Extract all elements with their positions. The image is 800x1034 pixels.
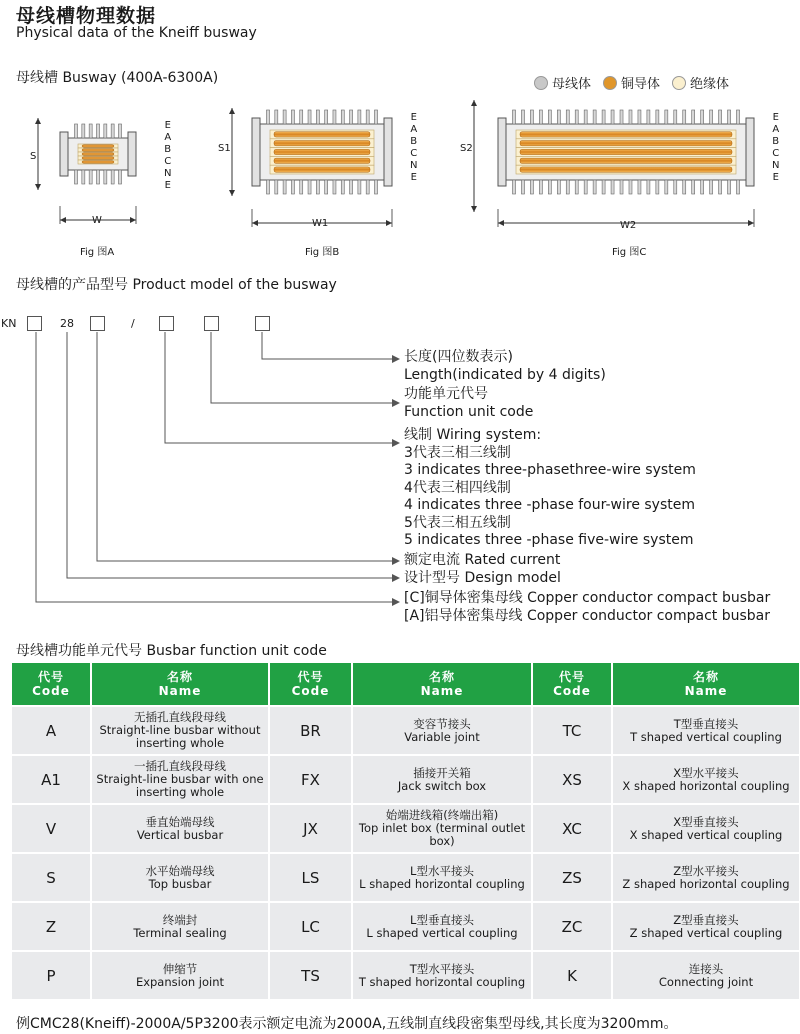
figure-b-top-fin	[375, 110, 378, 124]
figure-a-caption: Fig 图A	[80, 247, 115, 258]
table-header-code	[533, 663, 613, 707]
figure-b-top-fin	[325, 110, 328, 124]
figure-c-top-fin	[557, 110, 560, 124]
figure-b-top-fin	[275, 110, 278, 124]
legend-swatch-copper	[603, 76, 617, 90]
figure-a-phase-letters	[164, 120, 171, 192]
figure-b-bottom-fin	[375, 180, 378, 194]
page-title: 母线槽物理数据	[16, 5, 157, 27]
table-cell-code: FX	[270, 756, 353, 805]
model-box-wiring	[159, 316, 174, 331]
figure-a-height-dimension-arrow	[35, 118, 41, 124]
name-en: X shaped horizontal coupling	[622, 778, 790, 793]
name-cn: L型垂直接头	[410, 912, 474, 927]
figure-a-copper-bar	[82, 149, 114, 151]
desc-conductor-material	[404, 590, 770, 625]
desc-line: 4 indicates three -phase four-wire system	[404, 497, 695, 513]
busway-heading: 母线槽 Busway (400A-6300A)	[16, 70, 219, 86]
figure-c-phase-letters	[772, 112, 779, 184]
figure-b-copper-bar	[274, 141, 370, 146]
name-cn: 始端进线箱(终端出箱)	[385, 808, 499, 822]
figure-c-bottom-fin	[629, 180, 632, 194]
phase-letter: N	[772, 160, 780, 171]
function-table-heading: 母线槽功能单元代号 Busbar function unit code	[16, 643, 327, 659]
table-cell-name	[92, 903, 270, 952]
name-en: L shaped vertical coupling	[366, 925, 518, 940]
table-cell-code: TS	[270, 952, 353, 1001]
name-cn: 垂直始端母线	[145, 814, 215, 829]
figure-c-top-fin	[602, 110, 605, 124]
desc-line: 长度(四位数表示)	[404, 349, 513, 365]
figure-b-top-fin	[300, 110, 303, 124]
header-cn: 名称	[428, 670, 455, 684]
desc-line: 4代表三相四线制	[404, 479, 511, 496]
figure-c-bottom-fin	[539, 180, 542, 194]
figure-c-bottom-fin	[701, 180, 704, 194]
figure-b-bottom-fin	[325, 180, 328, 194]
phase-letter: B	[164, 144, 172, 155]
header-cn: 代号	[558, 670, 585, 684]
figure-c-top-fin	[638, 110, 641, 124]
figure-a-copper-bar	[82, 161, 114, 163]
figure-c-bottom-fin	[593, 180, 596, 194]
name-en: Terminal sealing	[133, 925, 227, 940]
figure-c-copper-bar	[520, 132, 732, 137]
figure-c-right-flange	[746, 118, 754, 186]
name-en: Expansion joint	[135, 974, 225, 989]
figure-a-bottom-fin	[89, 170, 92, 184]
figure-c-bottom-fin	[566, 180, 569, 194]
figure-c-copper-bar	[520, 158, 732, 163]
figure-b-top-fin	[291, 110, 294, 124]
table-cell-code: S	[12, 854, 92, 903]
figure-c-copper-bar	[520, 149, 732, 154]
header-en: Name	[420, 684, 464, 698]
figure-c-width-label: W2	[620, 220, 637, 231]
phase-letter: C	[164, 156, 172, 167]
header-en: Name	[684, 684, 728, 698]
figure-c-top-fin	[629, 110, 632, 124]
figure-c-top-fin	[710, 110, 713, 124]
name-en: Connecting joint	[658, 974, 754, 989]
figure-a-bottom-fin	[104, 170, 107, 184]
name-en: Vertical busbar	[136, 827, 224, 842]
figure-b-width-dimension-arrow	[252, 220, 258, 226]
figure-b-bottom-fin	[291, 180, 294, 194]
figure-c-bottom-fin	[674, 180, 677, 194]
table-cell-code: V	[12, 805, 92, 854]
phase-letter: E	[772, 112, 779, 123]
figure-c-height-dimension-arrow	[471, 100, 477, 106]
table-cell-name	[613, 952, 800, 1001]
figure-c-top-fin	[513, 110, 516, 124]
name-cn: 连接头	[688, 961, 724, 976]
figure-b-top-fin	[333, 110, 336, 124]
figure-c-bottom-fin	[719, 180, 722, 194]
figure-b-top-fin	[267, 110, 270, 124]
table-cell-name	[353, 756, 533, 805]
name-cn: L型水平接头	[410, 863, 474, 878]
figure-b-top-fin	[316, 110, 319, 124]
desc-line: 额定电流 Rated current	[404, 552, 561, 568]
table-cell-code: LS	[270, 854, 353, 903]
header-cn: 代号	[37, 670, 64, 684]
figure-b-top-fin	[366, 110, 369, 124]
name-en: Variable joint	[404, 729, 480, 744]
desc-wiring-system	[404, 427, 696, 550]
name-en: Z shaped horizontal coupling	[622, 876, 790, 891]
figure-c-bottom-fin	[602, 180, 605, 194]
desc-line: 功能单元代号	[404, 386, 488, 402]
header-en: Code	[291, 684, 330, 698]
table-cell-code: ZC	[533, 903, 613, 952]
figure-a-bottom-fin	[75, 170, 78, 184]
desc-line: Function unit code	[404, 403, 534, 420]
desc-line: 3 indicates three-phasethree-wire system	[404, 462, 696, 478]
figure-c-bottom-fin	[692, 180, 695, 194]
figure-b-bottom-fin	[316, 180, 319, 194]
figure-c-bottom-fin	[575, 180, 578, 194]
table-cell-code: P	[12, 952, 92, 1001]
header-cn: 名称	[166, 670, 193, 684]
table-cell-name	[613, 707, 800, 756]
figure-b-copper-bar	[274, 132, 370, 137]
name-cn: Z型垂直接头	[673, 912, 739, 927]
name-cn: T型垂直接头	[673, 716, 739, 731]
figure-c-bottom-fin	[611, 180, 614, 194]
figure-b-width-dimension-arrow	[386, 220, 392, 226]
table-cell-name	[92, 707, 270, 756]
figure-a-copper-bar	[82, 153, 114, 155]
figure-c-top-fin	[521, 110, 524, 124]
page-subtitle: Physical data of the Kneiff busway	[16, 25, 257, 41]
legend-label-busbar: 母线体	[552, 77, 592, 92]
model-code: 28	[60, 317, 74, 330]
table-cell-code: A	[12, 707, 92, 756]
figure-c-bottom-fin	[647, 180, 650, 194]
name-en: Top busbar	[148, 876, 212, 891]
figure-c-top-fin	[539, 110, 542, 124]
header-en: Name	[158, 684, 202, 698]
figure-c-top-fin	[620, 110, 623, 124]
phase-letter: B	[410, 136, 418, 147]
name-cn: X型水平接头	[673, 765, 739, 780]
figure-c-bottom-fin	[548, 180, 551, 194]
table-cell-name	[92, 756, 270, 805]
figure-b-top-fin	[350, 110, 353, 124]
figure-a-height-dimension-arrow	[35, 184, 41, 190]
name-cn: 无插孔直线段母线	[134, 710, 226, 724]
model-box-length	[255, 316, 270, 331]
table-cell-code: BR	[270, 707, 353, 756]
figure-a-width-dimension-arrow	[130, 217, 136, 223]
figure-a-top-fin	[104, 124, 107, 138]
name-en: Straight-line busbar with one inserting whole	[96, 772, 264, 799]
figure-c-height-dimension-arrow	[471, 206, 477, 212]
table-cell-code: A1	[12, 756, 92, 805]
phase-letter: B	[772, 136, 780, 147]
figure-a-bottom-fin	[111, 170, 114, 184]
phase-letter: E	[164, 180, 171, 191]
figure-c-top-fin	[683, 110, 686, 124]
table-header-name	[613, 663, 800, 707]
figure-b-top-fin	[358, 110, 361, 124]
figure-b-top-fin	[341, 110, 344, 124]
figure-c-bottom-fin	[638, 180, 641, 194]
phase-letter: A	[164, 132, 172, 143]
model-slash: /	[131, 317, 135, 330]
phase-letter: E	[164, 120, 171, 131]
table-header-code	[12, 663, 92, 707]
phase-letter: N	[164, 168, 172, 179]
table-cell-name	[353, 707, 533, 756]
header-cn: 代号	[297, 670, 324, 684]
figure-b-top-fin	[308, 110, 311, 124]
table-cell-code: XC	[533, 805, 613, 854]
phase-letter: A	[410, 124, 418, 135]
figure-c-caption: Fig 图C	[612, 247, 647, 258]
figure-a-height-label: S	[30, 151, 37, 162]
name-cn: 终端封	[162, 912, 198, 927]
figure-b-bottom-fin	[283, 180, 286, 194]
busway-cross-section-figures	[0, 90, 800, 260]
phase-letter: C	[410, 148, 418, 159]
figure-a-right-flange	[128, 132, 136, 176]
figure-b-caption: Fig 图B	[305, 247, 340, 258]
figure-b-height-dimension-arrow	[229, 108, 235, 114]
desc-line: [A]铝导体密集母线 Copper conductor compact busbar	[404, 607, 771, 624]
table-cell-code: Z	[12, 903, 92, 952]
figure-b-height-label: S1	[218, 143, 231, 154]
figure-c-top-fin	[530, 110, 533, 124]
figure-c-top-fin	[728, 110, 731, 124]
figure-c-top-fin	[692, 110, 695, 124]
figure-a-top-fin	[111, 124, 114, 138]
legend-label-copper: 铜导体	[621, 77, 661, 92]
figure-c-copper-bar	[520, 141, 732, 146]
desc-line: 3代表三相三线制	[404, 444, 511, 461]
name-cn: Z型水平接头	[673, 863, 739, 878]
figure-c-top-fin	[737, 110, 740, 124]
figure-b-copper-bar	[274, 158, 370, 163]
desc-line: [C]铜导体密集母线 Copper conductor compact busbar	[404, 590, 771, 606]
figure-b-copper-bar	[274, 167, 370, 172]
figure-c-bottom-fin	[656, 180, 659, 194]
figure-c-width-dimension-arrow	[748, 220, 754, 226]
figure-c-top-fin	[566, 110, 569, 124]
figure-a-top-fin	[82, 124, 85, 138]
figure-c-height-label: S2	[460, 143, 473, 154]
figure-a-bottom-fin	[119, 170, 122, 184]
phase-letter: E	[772, 172, 779, 183]
name-cn: 变容节接头	[413, 716, 471, 731]
table-cell-name	[92, 854, 270, 903]
table-cell-name	[613, 756, 800, 805]
name-cn: X型垂直接头	[673, 814, 739, 829]
figure-c-bottom-fin	[710, 180, 713, 194]
figure-c-bottom-fin	[737, 180, 740, 194]
table-header-name	[92, 663, 270, 707]
phase-letter: N	[410, 160, 418, 171]
figure-c-bottom-fin	[683, 180, 686, 194]
figure-c-bottom-fin	[620, 180, 623, 194]
table-cell-name	[613, 854, 800, 903]
model-box-material	[27, 316, 42, 331]
figure-c-left-flange	[498, 118, 506, 186]
figure-b-bottom-fin	[341, 180, 344, 194]
model-prefix: KN	[1, 317, 17, 330]
figure-b-bottom-fin	[308, 180, 311, 194]
figure-a-top-fin	[89, 124, 92, 138]
table-cell-name	[353, 952, 533, 1001]
figure-c-top-fin	[548, 110, 551, 124]
figure-c-top-fin	[701, 110, 704, 124]
model-box-function	[204, 316, 219, 331]
model-box-current	[90, 316, 105, 331]
figure-c-copper-bar	[520, 167, 732, 172]
name-cn: T型水平接头	[409, 961, 475, 976]
footer-example-note: 例CMC28(Kneiff)-2000A/5P3200表示额定电流为2000A,五线制直线段密集型母线,其长度为3200mm。	[16, 1016, 678, 1032]
figure-a-top-fin	[97, 124, 100, 138]
name-en: X shaped vertical coupling	[629, 827, 783, 842]
figure-c-top-fin	[593, 110, 596, 124]
table-cell-name	[92, 952, 270, 1001]
figure-a-width-label: W	[92, 215, 102, 226]
legend-swatch-busbar	[534, 76, 548, 90]
figure-c-bottom-fin	[665, 180, 668, 194]
figure-c-top-fin	[575, 110, 578, 124]
figure-a-top-fin	[75, 124, 78, 138]
figure-b-bottom-fin	[275, 180, 278, 194]
table-cell-name	[353, 903, 533, 952]
table-cell-name	[613, 805, 800, 854]
table-cell-name	[613, 903, 800, 952]
table-header-name	[353, 663, 533, 707]
name-en: Jack switch box	[397, 778, 487, 793]
name-cn: 伸缩节	[162, 961, 198, 976]
desc-line: 5代表三相五线制	[404, 514, 511, 531]
figure-b-left-flange	[252, 118, 260, 186]
figure-a-left-flange	[60, 132, 68, 176]
figure-a-copper-bar	[82, 145, 114, 147]
figure-c-bottom-fin	[513, 180, 516, 194]
figure-c-top-fin	[647, 110, 650, 124]
table-header-code	[270, 663, 353, 707]
table-cell-code: JX	[270, 805, 353, 854]
figure-b-copper-bar	[274, 149, 370, 154]
figure-c-top-fin	[719, 110, 722, 124]
figure-a-width-dimension-arrow	[60, 217, 66, 223]
figure-c-top-fin	[674, 110, 677, 124]
figure-b-height-dimension-arrow	[229, 190, 235, 196]
desc-design-model	[404, 570, 561, 588]
figure-b-right-flange	[384, 118, 392, 186]
table-cell-code: TC	[533, 707, 613, 756]
name-en: Straight-line busbar without inserting whole	[99, 723, 261, 750]
desc-rated-current	[404, 552, 560, 570]
figure-c-top-fin	[611, 110, 614, 124]
desc-function-unit	[404, 386, 533, 421]
figure-c-bottom-fin	[728, 180, 731, 194]
figure-c-bottom-fin	[557, 180, 560, 194]
name-cn: 水平始端母线	[145, 863, 215, 878]
phase-letter: E	[410, 172, 417, 183]
table-cell-name	[353, 805, 533, 854]
name-cn: 插接开关箱	[413, 765, 471, 780]
figure-c-bottom-fin	[530, 180, 533, 194]
product-model-heading: 母线槽的产品型号 Product model of the busway	[16, 277, 337, 293]
name-en: Top inlet box (terminal outlet box)	[358, 821, 526, 848]
header-en: Code	[553, 684, 591, 698]
desc-line: 5 indicates three -phase five-wire system	[404, 532, 694, 548]
figure-b-bottom-fin	[300, 180, 303, 194]
phase-letter: E	[410, 112, 417, 123]
desc-line: 线制 Wiring system:	[404, 427, 542, 443]
figure-b-bottom-fin	[358, 180, 361, 194]
figure-a-bottom-fin	[82, 170, 85, 184]
desc-line: Length(indicated by 4 digits)	[404, 366, 606, 383]
figure-c-top-fin	[665, 110, 668, 124]
figure-c-top-fin	[584, 110, 587, 124]
legend-label-insulator: 绝缘体	[690, 77, 730, 92]
figure-a-bottom-fin	[97, 170, 100, 184]
figure-b-bottom-fin	[267, 180, 270, 194]
figure-c-width-dimension-arrow	[498, 220, 504, 226]
header-cn: 名称	[692, 670, 719, 684]
figure-c-bottom-fin	[521, 180, 524, 194]
table-cell-name	[92, 805, 270, 854]
function-code-table	[12, 663, 800, 1014]
phase-letter: A	[772, 124, 780, 135]
figure-b-bottom-fin	[350, 180, 353, 194]
figure-b-bottom-fin	[366, 180, 369, 194]
figure-c-bottom-fin	[584, 180, 587, 194]
name-en: T shaped vertical coupling	[630, 729, 782, 744]
figure-b-phase-letters	[410, 112, 417, 184]
name-en: L shaped horizontal coupling	[359, 876, 525, 891]
table-cell-code: K	[533, 952, 613, 1001]
figure-b-bottom-fin	[333, 180, 336, 194]
name-cn: 一插孔直线段母线	[134, 759, 226, 773]
desc-line: 设计型号 Design model	[404, 570, 561, 586]
header-en: Code	[32, 684, 70, 698]
table-cell-code: LC	[270, 903, 353, 952]
figure-c-top-fin	[656, 110, 659, 124]
legend-swatch-insulator	[672, 76, 686, 90]
figure-a-copper-bar	[82, 157, 114, 159]
figure-b-top-fin	[283, 110, 286, 124]
table-cell-code: XS	[533, 756, 613, 805]
desc-length	[404, 349, 606, 384]
phase-letter: C	[772, 148, 780, 159]
table-cell-name	[353, 854, 533, 903]
figure-a-top-fin	[119, 124, 122, 138]
name-en: Z shaped vertical coupling	[629, 925, 783, 940]
name-en: T shaped horizontal coupling	[358, 974, 526, 989]
table-cell-code: ZS	[533, 854, 613, 903]
model-leader-lines	[0, 330, 410, 610]
figure-b-width-label: W1	[312, 218, 329, 229]
